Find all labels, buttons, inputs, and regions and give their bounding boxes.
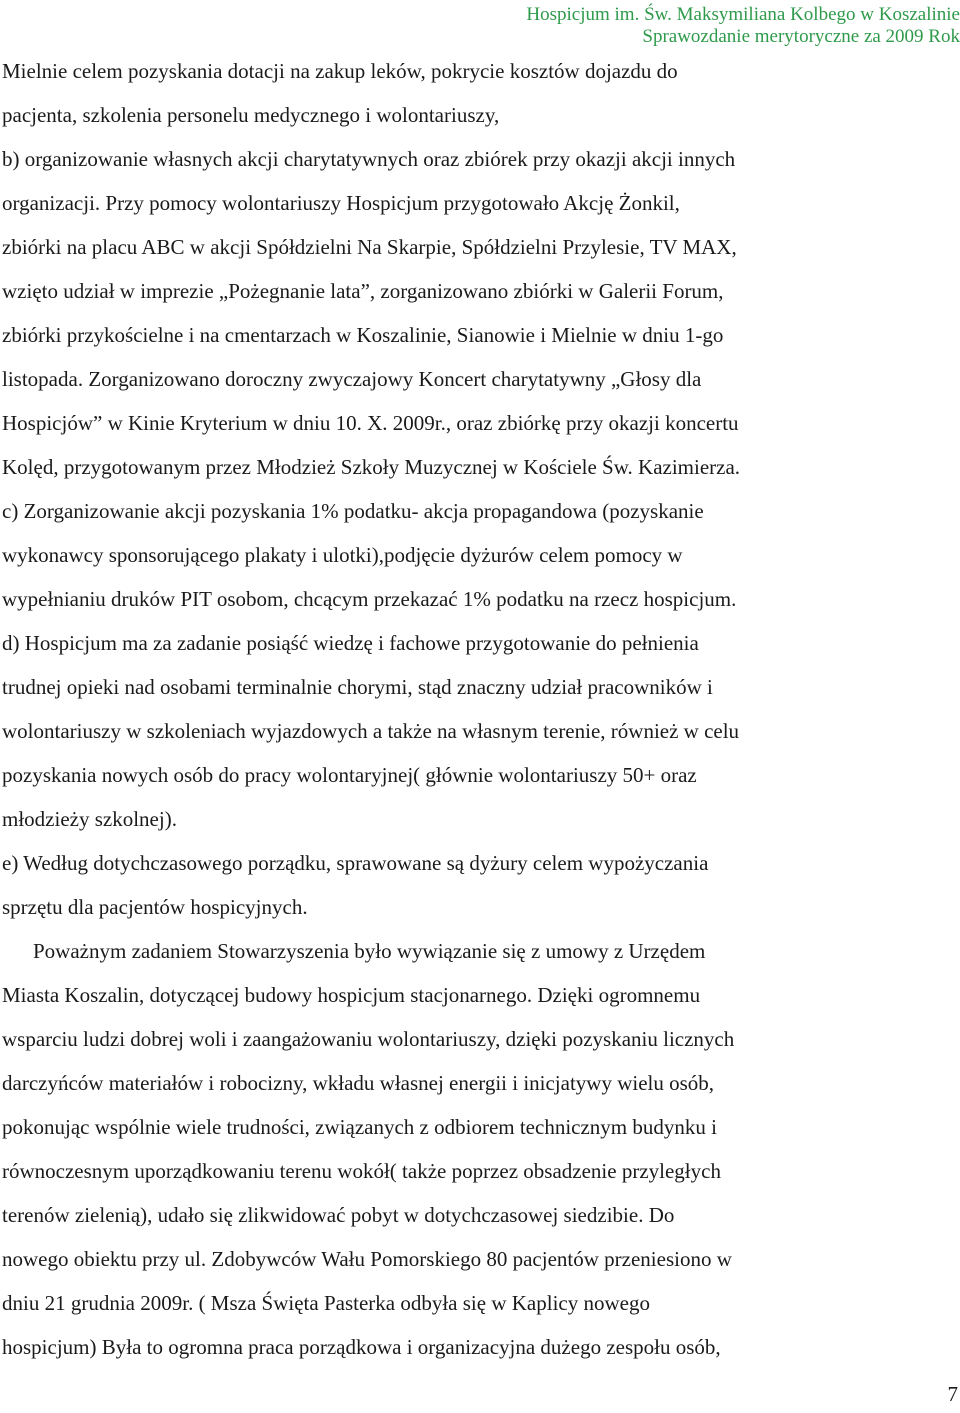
text-line: terenów zielenią), udało się zlikwidować pobyt w dotychczasowej siedzibie. Do xyxy=(2,1203,675,1227)
text-line: dniu 21 grudnia 2009r. ( Msza Święta Pasterka odbyła się w Kaplicy nowego xyxy=(2,1291,650,1315)
text-line: równoczesnym uporządkowaniu terenu wokół( także poprzez obsadzenie przyległych xyxy=(2,1159,721,1183)
text-line: Kolęd, przygotowanym przez Młodzież Szkoły Muzycznej w Kościele Św. Kazimierza. xyxy=(2,455,741,479)
page-number: 7 xyxy=(947,1382,958,1406)
text-line: pokonując wspólnie wiele trudności, związanych z odbiorem technicznym budynku i xyxy=(2,1115,717,1139)
text-line: pacjenta, szkolenia personelu medycznego i wolontariuszy, xyxy=(2,103,500,127)
text-line: darczyńców materiałów i robocizny, wkładu własnej energii i inicjatywy wielu osób, xyxy=(2,1071,715,1095)
text-line: Miasta Koszalin, dotyczącej budowy hospicjum stacjonarnego. Dzięki ogromnemu xyxy=(2,983,701,1007)
header-institution: Hospicjum im. Św. Maksymiliana Kolbego w Koszalinie xyxy=(526,4,960,25)
document-body xyxy=(2,49,958,1369)
text-line: sprzętu dla pacjentów hospicyjnych. xyxy=(2,895,308,919)
text-line: zbiórki na placu ABC w akcji Spółdzielni Na Skarpie, Spółdzielni Przylesie, TV MAX, xyxy=(2,235,737,259)
text-line: pozyskania nowych osób do pracy wolontaryjnej( głównie wolontariuszy 50+ oraz xyxy=(2,763,697,787)
text-line: c) Zorganizowanie akcji pozyskania 1% podatku- akcja propagandowa (pozyskanie xyxy=(2,499,704,523)
text-line: organizacji. Przy pomocy wolontariuszy Hospicjum przygotowało Akcję Żonkil, xyxy=(2,191,680,215)
text-line: zbiórki przykościelne i na cmentarzach w Koszalinie, Sianowie i Mielnie w dniu 1-go xyxy=(2,323,724,347)
text-line: wykonawcy sponsorującego plakaty i ulotki),podjęcie dyżurów celem pomocy w xyxy=(2,543,683,567)
text-line: wolontariuszy w szkoleniach wyjazdowych a także na własnym terenie, również w celu xyxy=(2,719,740,743)
text-line: trudnej opieki nad osobami terminalnie chorymi, stąd znaczny udział pracowników i xyxy=(2,675,713,699)
text-line: Mielnie celem pozyskania dotacji na zakup leków, pokrycie kosztów dojazdu do xyxy=(2,59,678,83)
text-line: wsparciu ludzi dobrej woli i zaangażowaniu wolontariuszy, dzięki pozyskaniu licznych xyxy=(2,1027,735,1051)
text-line: listopada. Zorganizowano doroczny zwyczajowy Koncert charytatywny „Głosy dla xyxy=(2,367,702,391)
page-header xyxy=(0,4,960,48)
text-line: młodzieży szkolnej). xyxy=(2,807,177,831)
text-line: Poważnym zadaniem Stowarzyszenia było wywiązanie się z umowy z Urzędem xyxy=(33,939,706,963)
text-line: b) organizowanie własnych akcji charytatywnych oraz zbiórek przy okazji akcji innych xyxy=(2,147,736,171)
text-line: hospicjum) Była to ogromna praca porządkowa i organizacyjna dużego zespołu osób, xyxy=(2,1335,721,1359)
text-line: d) Hospicjum ma za zadanie posiąść wiedzę i fachowe przygotowanie do pełnienia xyxy=(2,631,699,655)
text-line: e) Według dotychczasowego porządku, sprawowane są dyżury celem wypożyczania xyxy=(2,851,709,875)
text-line: Hospicjów” w Kinie Kryterium w dniu 10. X. 2009r., oraz zbiórkę przy okazji koncertu xyxy=(2,411,739,435)
header-report-title: Sprawozdanie merytoryczne za 2009 Rok xyxy=(642,26,960,47)
text-line: wzięto udział w imprezie „Pożegnanie lata”, zorganizowano zbiórki w Galerii Forum, xyxy=(2,279,724,303)
text-line: wypełnianiu druków PIT osobom, chcącym przekazać 1% podatku na rzecz hospicjum. xyxy=(2,587,737,611)
text-line: nowego obiektu przy ul. Zdobywców Wału Pomorskiego 80 pacjentów przeniesiono w xyxy=(2,1247,732,1271)
